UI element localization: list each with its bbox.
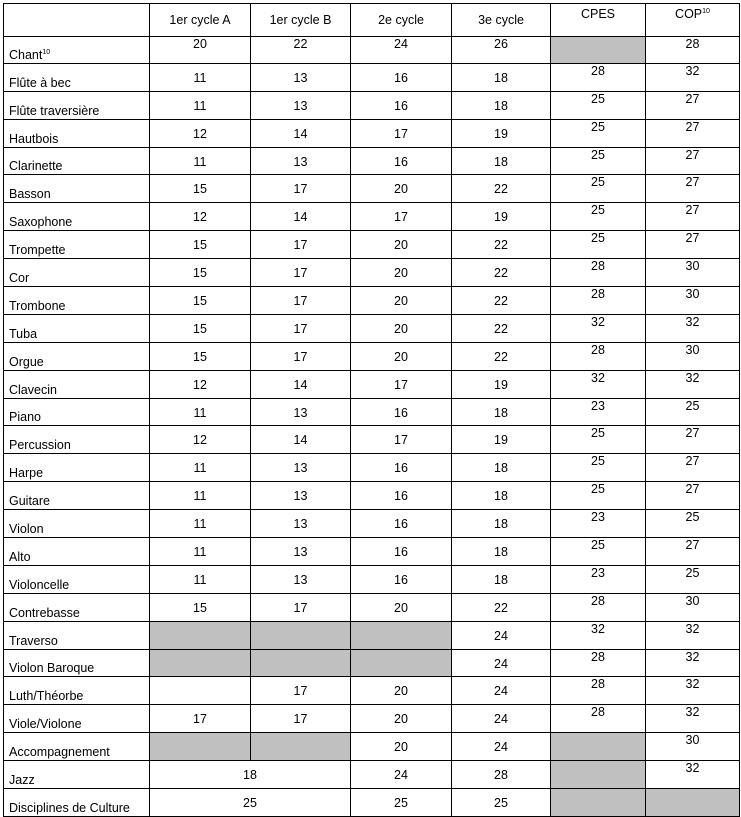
cell-3e-cycle: 22	[452, 259, 551, 287]
row-label: Contrebasse	[4, 593, 150, 621]
cell-cop: 32	[646, 677, 740, 705]
cell-cop: 27	[646, 119, 740, 147]
cell-1er-cycle-b: 17	[251, 231, 351, 259]
cell-cpes: 25	[551, 175, 646, 203]
cell-cpes-empty	[551, 761, 646, 789]
row-label: Tuba	[4, 314, 150, 342]
table-row-luth-theorbe	[4, 677, 740, 705]
cell-cop: 30	[646, 342, 740, 370]
cell-1er-cycle-b: 13	[251, 147, 351, 175]
row-label: Viole/Violone	[4, 705, 150, 733]
cell-cop: 27	[646, 147, 740, 175]
cell-1er-cycle-b: 17	[251, 705, 351, 733]
cell-1er-cycle-a: 12	[150, 203, 251, 231]
cell-2e-cycle: 20	[351, 593, 452, 621]
row-label: Trombone	[4, 287, 150, 315]
cell-1er-cycle-b: 14	[251, 203, 351, 231]
cell-cpes: 25	[551, 538, 646, 566]
cell-1er-cycle-merged: 25	[150, 789, 351, 817]
cell-1er-cycle-a: 12	[150, 426, 251, 454]
row-label: Violoncelle	[4, 565, 150, 593]
cell-2e-cycle: 17	[351, 119, 452, 147]
table-row-harpe	[4, 454, 740, 482]
cell-cop: 32	[646, 314, 740, 342]
cell-3e-cycle: 22	[452, 314, 551, 342]
cell-1er-cycle-b-empty	[251, 733, 351, 761]
row-label-footnote: 10	[42, 48, 51, 56]
cell-cpes: 32	[551, 621, 646, 649]
cell-cpes-empty	[551, 37, 646, 64]
table-row-tuba	[4, 314, 740, 342]
cell-2e-cycle: 24	[351, 37, 452, 64]
cell-1er-cycle-b: 17	[251, 677, 351, 705]
row-label: Orgue	[4, 342, 150, 370]
header-row	[4, 4, 740, 37]
cell-cpes: 32	[551, 370, 646, 398]
cell-cpes: 28	[551, 649, 646, 677]
cell-3e-cycle: 18	[452, 91, 551, 119]
cell-cpes: 28	[551, 342, 646, 370]
cell-cpes: 32	[551, 314, 646, 342]
table-row-orgue	[4, 342, 740, 370]
cell-cop: 27	[646, 538, 740, 566]
cell-3e-cycle: 26	[452, 37, 551, 64]
cell-cop-empty	[646, 789, 740, 817]
row-label: Violon Baroque	[4, 649, 150, 677]
cell-cpes: 23	[551, 510, 646, 538]
cell-2e-cycle: 17	[351, 203, 452, 231]
cell-1er-cycle-b: 17	[251, 342, 351, 370]
cell-1er-cycle-a: 11	[150, 565, 251, 593]
cell-1er-cycle-a: 17	[150, 705, 251, 733]
cell-2e-cycle: 20	[351, 733, 452, 761]
cell-1er-cycle-a: 11	[150, 147, 251, 175]
table-row-violon	[4, 510, 740, 538]
cell-2e-cycle: 20	[351, 677, 452, 705]
cell-2e-cycle: 16	[351, 91, 452, 119]
cell-cop: 30	[646, 733, 740, 761]
cell-1er-cycle-merged: 18	[150, 761, 351, 789]
table-row-saxophone	[4, 203, 740, 231]
row-label: Accompagnement	[4, 733, 150, 761]
table-row-accompagnement	[4, 733, 740, 761]
cell-cpes: 28	[551, 593, 646, 621]
cell-3e-cycle: 18	[452, 147, 551, 175]
row-label: Saxophone	[4, 203, 150, 231]
cell-cop: 25	[646, 510, 740, 538]
cell-1er-cycle-b: 17	[251, 593, 351, 621]
row-label: Clarinette	[4, 147, 150, 175]
cell-cop: 27	[646, 91, 740, 119]
cell-1er-cycle-b: 13	[251, 63, 351, 91]
cell-1er-cycle-b: 22	[251, 37, 351, 64]
cell-cop: 27	[646, 454, 740, 482]
cell-cpes: 28	[551, 287, 646, 315]
cell-2e-cycle: 16	[351, 147, 452, 175]
cell-3e-cycle: 18	[452, 538, 551, 566]
cell-3e-cycle: 22	[452, 175, 551, 203]
cell-1er-cycle-a-empty	[150, 649, 251, 677]
cell-cop: 30	[646, 287, 740, 315]
cell-3e-cycle: 19	[452, 119, 551, 147]
cell-3e-cycle: 19	[452, 426, 551, 454]
header-empty-cell	[4, 4, 150, 37]
cell-1er-cycle-a: 11	[150, 538, 251, 566]
row-label: Piano	[4, 398, 150, 426]
cell-1er-cycle-a: 11	[150, 454, 251, 482]
cell-cop: 30	[646, 593, 740, 621]
row-label: Disciplines de Culture	[4, 789, 150, 817]
cell-2e-cycle: 20	[351, 314, 452, 342]
row-label: Clavecin	[4, 370, 150, 398]
cell-1er-cycle-b: 13	[251, 538, 351, 566]
table-row-contrebasse	[4, 593, 740, 621]
cell-1er-cycle-a: 11	[150, 91, 251, 119]
cell-cpes: 28	[551, 677, 646, 705]
cell-2e-cycle: 16	[351, 538, 452, 566]
cell-1er-cycle-a: 11	[150, 482, 251, 510]
cell-1er-cycle-a: 11	[150, 63, 251, 91]
cell-1er-cycle-b: 13	[251, 565, 351, 593]
cell-cop: 25	[646, 398, 740, 426]
cell-2e-cycle: 17	[351, 370, 452, 398]
cell-2e-cycle: 24	[351, 761, 452, 789]
cell-cpes: 28	[551, 259, 646, 287]
header-3e-cycle: 3e cycle	[452, 4, 551, 37]
cell-cpes: 23	[551, 565, 646, 593]
cell-cpes: 25	[551, 147, 646, 175]
table-row-piano	[4, 398, 740, 426]
table-row-trombone	[4, 287, 740, 315]
cell-3e-cycle: 18	[452, 454, 551, 482]
cell-cop: 27	[646, 175, 740, 203]
cell-1er-cycle-a: 15	[150, 593, 251, 621]
cell-3e-cycle: 28	[452, 761, 551, 789]
cell-2e-cycle: 17	[351, 426, 452, 454]
cycle-hours-table	[3, 3, 740, 817]
table-row-percussion	[4, 426, 740, 454]
cell-cop: 27	[646, 426, 740, 454]
cell-cpes: 25	[551, 482, 646, 510]
cell-cop: 32	[646, 63, 740, 91]
cell-3e-cycle: 18	[452, 510, 551, 538]
header-2e-cycle: 2e cycle	[351, 4, 452, 37]
cell-cpes: 28	[551, 705, 646, 733]
cell-1er-cycle-a: 12	[150, 119, 251, 147]
header-cop	[646, 4, 740, 37]
cell-cop: 25	[646, 565, 740, 593]
cell-cop: 32	[646, 370, 740, 398]
cell-cpes: 25	[551, 231, 646, 259]
row-label: Violon	[4, 510, 150, 538]
cell-3e-cycle: 19	[452, 370, 551, 398]
cell-cpes-empty	[551, 733, 646, 761]
row-label: Percussion	[4, 426, 150, 454]
cell-cop: 30	[646, 259, 740, 287]
header-cop-label: COP	[675, 7, 703, 21]
table-row-cor	[4, 259, 740, 287]
cell-2e-cycle: 20	[351, 342, 452, 370]
cell-1er-cycle-b: 17	[251, 287, 351, 315]
cell-3e-cycle: 18	[452, 63, 551, 91]
cell-cop: 32	[646, 761, 740, 789]
row-label: Trompette	[4, 231, 150, 259]
table-row-trompette	[4, 231, 740, 259]
cell-1er-cycle-a-blank	[150, 677, 251, 705]
cell-1er-cycle-a: 20	[150, 37, 251, 64]
cell-3e-cycle: 18	[452, 482, 551, 510]
table-row-alto	[4, 538, 740, 566]
cell-cpes: 25	[551, 91, 646, 119]
cell-2e-cycle: 16	[351, 63, 452, 91]
table-row-disciplines-de-culture	[4, 789, 740, 817]
row-label: Traverso	[4, 621, 150, 649]
cell-1er-cycle-b: 14	[251, 370, 351, 398]
cell-2e-cycle: 16	[351, 510, 452, 538]
cell-cop: 28	[646, 37, 740, 64]
table-row-viole-violone	[4, 705, 740, 733]
cell-1er-cycle-b: 17	[251, 175, 351, 203]
cell-3e-cycle: 24	[452, 705, 551, 733]
cell-1er-cycle-a: 15	[150, 175, 251, 203]
cell-2e-cycle: 25	[351, 789, 452, 817]
cell-2e-cycle: 20	[351, 175, 452, 203]
cell-3e-cycle: 22	[452, 287, 551, 315]
cell-1er-cycle-a: 15	[150, 259, 251, 287]
cell-cpes: 25	[551, 203, 646, 231]
cell-1er-cycle-b: 13	[251, 91, 351, 119]
cell-1er-cycle-a: 15	[150, 342, 251, 370]
cell-3e-cycle: 22	[452, 593, 551, 621]
cell-1er-cycle-b: 17	[251, 259, 351, 287]
cell-cpes: 25	[551, 454, 646, 482]
header-cop-footnote: 10	[702, 7, 710, 15]
table-row-chant	[4, 37, 740, 64]
cell-3e-cycle: 24	[452, 677, 551, 705]
cell-2e-cycle: 20	[351, 259, 452, 287]
cell-1er-cycle-b: 13	[251, 398, 351, 426]
cell-cpes: 28	[551, 63, 646, 91]
cell-3e-cycle: 22	[452, 342, 551, 370]
cell-cpes: 25	[551, 119, 646, 147]
cell-cpes: 23	[551, 398, 646, 426]
table-row-clavecin	[4, 370, 740, 398]
cell-1er-cycle-b: 14	[251, 426, 351, 454]
cell-cop: 27	[646, 482, 740, 510]
header-1er-cycle-b: 1er cycle B	[251, 4, 351, 37]
row-label: Hautbois	[4, 119, 150, 147]
table-row-jazz	[4, 761, 740, 789]
row-label: Harpe	[4, 454, 150, 482]
table-row-flute-traversiere	[4, 91, 740, 119]
table-row-violon-baroque	[4, 649, 740, 677]
cell-1er-cycle-a: 15	[150, 287, 251, 315]
row-label: Basson	[4, 175, 150, 203]
cell-2e-cycle-empty	[351, 621, 452, 649]
cell-1er-cycle-a-empty	[150, 621, 251, 649]
cell-1er-cycle-b: 17	[251, 314, 351, 342]
cell-cpes-empty	[551, 789, 646, 817]
cell-2e-cycle: 16	[351, 482, 452, 510]
cell-3e-cycle: 18	[452, 565, 551, 593]
cell-1er-cycle-a: 15	[150, 314, 251, 342]
cell-cop: 32	[646, 649, 740, 677]
cell-2e-cycle-empty	[351, 649, 452, 677]
cell-2e-cycle: 16	[351, 454, 452, 482]
cell-1er-cycle-b: 13	[251, 454, 351, 482]
row-label: Cor	[4, 259, 150, 287]
cell-cop: 27	[646, 203, 740, 231]
cell-cop: 32	[646, 621, 740, 649]
cell-3e-cycle: 24	[452, 733, 551, 761]
cell-3e-cycle: 24	[452, 649, 551, 677]
cell-1er-cycle-a: 11	[150, 398, 251, 426]
row-label: Flûte à bec	[4, 63, 150, 91]
row-label: Guitare	[4, 482, 150, 510]
cell-2e-cycle: 16	[351, 565, 452, 593]
table-row-flute-a-bec	[4, 63, 740, 91]
cell-1er-cycle-a-empty	[150, 733, 251, 761]
row-label: Flûte traversière	[4, 91, 150, 119]
cell-1er-cycle-b: 14	[251, 119, 351, 147]
table-row-basson	[4, 175, 740, 203]
header-cpes: CPES	[551, 4, 646, 37]
cell-3e-cycle: 24	[452, 621, 551, 649]
cell-2e-cycle: 16	[351, 398, 452, 426]
cell-3e-cycle: 25	[452, 789, 551, 817]
table-row-hautbois	[4, 119, 740, 147]
cell-1er-cycle-b: 13	[251, 510, 351, 538]
table-row-clarinette	[4, 147, 740, 175]
cell-3e-cycle: 18	[452, 398, 551, 426]
cell-3e-cycle: 22	[452, 231, 551, 259]
cell-1er-cycle-a: 15	[150, 231, 251, 259]
row-label: Jazz	[4, 761, 150, 789]
table-row-violoncelle	[4, 565, 740, 593]
cell-1er-cycle-b-empty	[251, 649, 351, 677]
cell-1er-cycle-a: 11	[150, 510, 251, 538]
cell-1er-cycle-b-empty	[251, 621, 351, 649]
table-row-guitare	[4, 482, 740, 510]
cell-2e-cycle: 20	[351, 287, 452, 315]
row-label	[4, 37, 150, 64]
cell-1er-cycle-a: 12	[150, 370, 251, 398]
header-1er-cycle-a: 1er cycle A	[150, 4, 251, 37]
cell-2e-cycle: 20	[351, 231, 452, 259]
cell-cop: 27	[646, 231, 740, 259]
cell-cop: 32	[646, 705, 740, 733]
table-row-traverso	[4, 621, 740, 649]
cell-3e-cycle: 19	[452, 203, 551, 231]
cell-2e-cycle: 20	[351, 705, 452, 733]
row-label: Luth/Théorbe	[4, 677, 150, 705]
cell-1er-cycle-b: 13	[251, 482, 351, 510]
cell-cpes: 25	[551, 426, 646, 454]
row-label: Alto	[4, 538, 150, 566]
row-label-text: Chant	[9, 47, 43, 62]
